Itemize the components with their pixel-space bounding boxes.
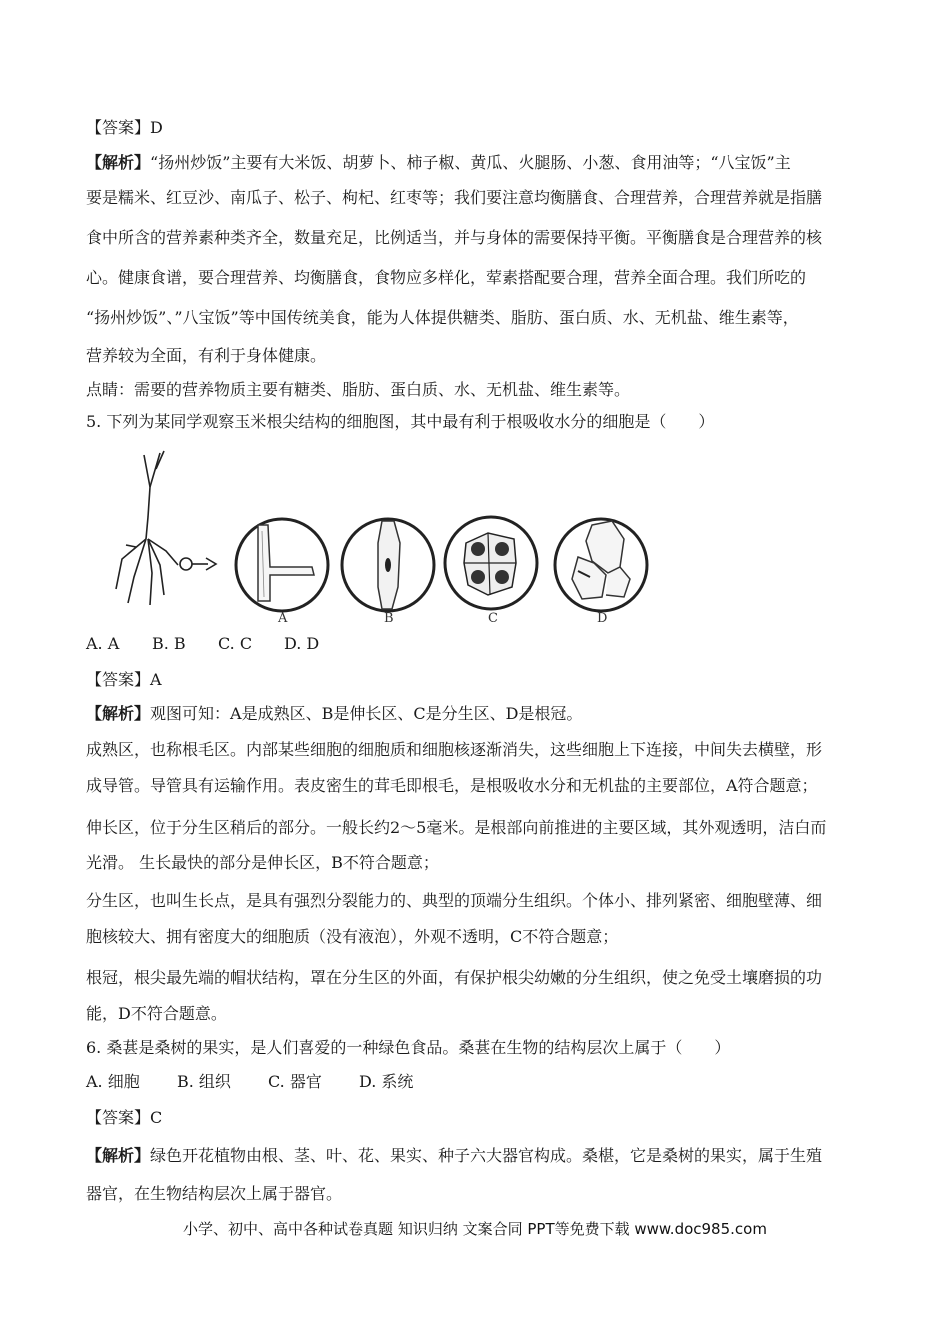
q6-option-a: A. 细胞 <box>86 1072 140 1091</box>
figure-label-d: D <box>597 611 608 626</box>
q4-analysis-line-2: 要是糯米、红豆沙、南瓜子、松子、枸杞、红枣等；我们要注意均衡膳食、合理营养，合理营养就是指膳 <box>86 188 823 207</box>
q5-answer: 【答案】A <box>86 670 162 689</box>
q5-analysis-label: 【解析】 <box>86 704 151 723</box>
q5-analysis-line-5: 光滑。 生长最快的部分是伸长区，B不符合题意； <box>86 853 439 872</box>
page-footer: 小学、初中、高中各种试卷真题 知识归纳 文案合同 PPT等免费下载 www.doc985.com <box>183 1220 767 1238</box>
corn-seedling-drawing <box>116 451 216 605</box>
cell-a-mature-zone <box>236 519 328 611</box>
q4-analysis-line-1 <box>86 153 791 173</box>
q5-options <box>86 634 319 654</box>
figure-label-b: B <box>384 611 394 626</box>
q6-option-c: C. 器官 <box>268 1072 322 1091</box>
q4-tip: 点睛：需要的营养物质主要有糖类、脂肪、蛋白质、水、无机盐、维生素等。 <box>86 380 631 399</box>
q5-analysis-line-2: 成熟区，也称根毛区。内部某些细胞的细胞质和细胞核逐渐消失，这些细胞上下连接，中间失去横壁，形 <box>86 740 823 759</box>
q4-analysis-line-4: 心。健康食谱，要合理营养、均衡膳食，食物应多样化，荤素搭配要合理，营养全面合理。我们所吃的 <box>86 268 807 287</box>
q5-option-c: C. C <box>218 634 253 653</box>
q5-analysis-line-1 <box>86 704 582 724</box>
q6-analysis-line-2: 器官，在生物结构层次上属于器官。 <box>86 1184 343 1203</box>
q5-option-d: D. D <box>284 634 320 653</box>
q5-analysis-line-9: 能，D不符合题意。 <box>86 1004 227 1023</box>
q4-analysis-text: “扬州炒饭”主要有大米饭、胡萝卜、柿子椒、黄瓜、火腿肠、小葱、食用油等；“八宝饭”主 <box>150 153 791 172</box>
q6-question: 6. 桑葚是桑树的果实，是人们喜爱的一种绿色食品。桑葚在生物的结构层次上属于（ ） <box>86 1038 731 1057</box>
q4-answer: 【答案】D <box>86 118 163 137</box>
q6-options <box>86 1072 413 1092</box>
q5-analysis-line-6: 分生区，也叫生长点，是具有强烈分裂能力的、典型的顶端分生组织。个体小、排列紧密、细胞壁薄、细 <box>86 891 823 910</box>
q4-analysis-line-6: 营养较为全面，有利于身体健康。 <box>86 346 327 365</box>
q5-option-a: A. A <box>86 634 120 653</box>
figure-label-c: C <box>488 611 498 626</box>
q5-analysis-line-4: 伸长区，位于分生区稍后的部分。一般长约2～5毫米。是根部向前推进的主要区域，其外观透明，洁白而 <box>86 818 827 837</box>
q6-analysis-text: 绿色开花植物由根、茎、叶、花、果实、种子六大器官构成。桑椹，它是桑树的果实，属于生殖 <box>150 1146 823 1165</box>
cell-d-root-cap <box>555 519 647 611</box>
q6-option-d: D. 系统 <box>359 1072 414 1091</box>
cell-b-elongation-zone <box>342 519 434 611</box>
q6-answer: 【答案】C <box>86 1108 163 1127</box>
root-tip-diagram <box>108 447 668 627</box>
q4-analysis-line-5: “扬州炒饭”、”八宝饭”等中国传统美食，能为人体提供糖类、脂肪、蛋白质、水、无机盐、维生素等， <box>86 308 799 327</box>
q5-analysis-text: 观图可知：A是成熟区、B是伸长区、C是分生区、D是根冠。 <box>150 704 583 723</box>
q6-analysis-line-1 <box>86 1146 822 1166</box>
q5-option-b: B. B <box>152 634 186 653</box>
root-tip-cell-figure <box>108 447 668 627</box>
cell-c-meristem-zone <box>445 517 537 609</box>
q6-analysis-label: 【解析】 <box>86 1146 151 1165</box>
q6-option-b: B. 组织 <box>177 1072 231 1091</box>
figure-label-a: A <box>278 611 288 626</box>
q5-analysis-line-3: 成导管。导管具有运输作用。表皮密生的茸毛即根毛，是根吸收水分和无机盐的主要部位，A符合题意； <box>86 776 818 795</box>
q4-analysis-line-3: 食中所含的营养素种类齐全，数量充足，比例适当，并与身体的需要保持平衡。平衡膳食是合理营养的核 <box>86 228 823 247</box>
q5-analysis-line-7: 胞核较大、拥有密度大的细胞质（没有液泡），外观不透明，C不符合题意； <box>86 927 619 946</box>
q5-analysis-line-8: 根冠，根尖最先端的帽状结构，罩在分生区的外面，有保护根尖幼嫩的分生组织，使之免受土壤磨损的功 <box>86 968 823 987</box>
q5-question: 5. 下列为某同学观察玉米根尖结构的细胞图，其中最有利于根吸收水分的细胞是（ ） <box>86 412 715 431</box>
q4-analysis-label: 【解析】 <box>86 153 151 172</box>
